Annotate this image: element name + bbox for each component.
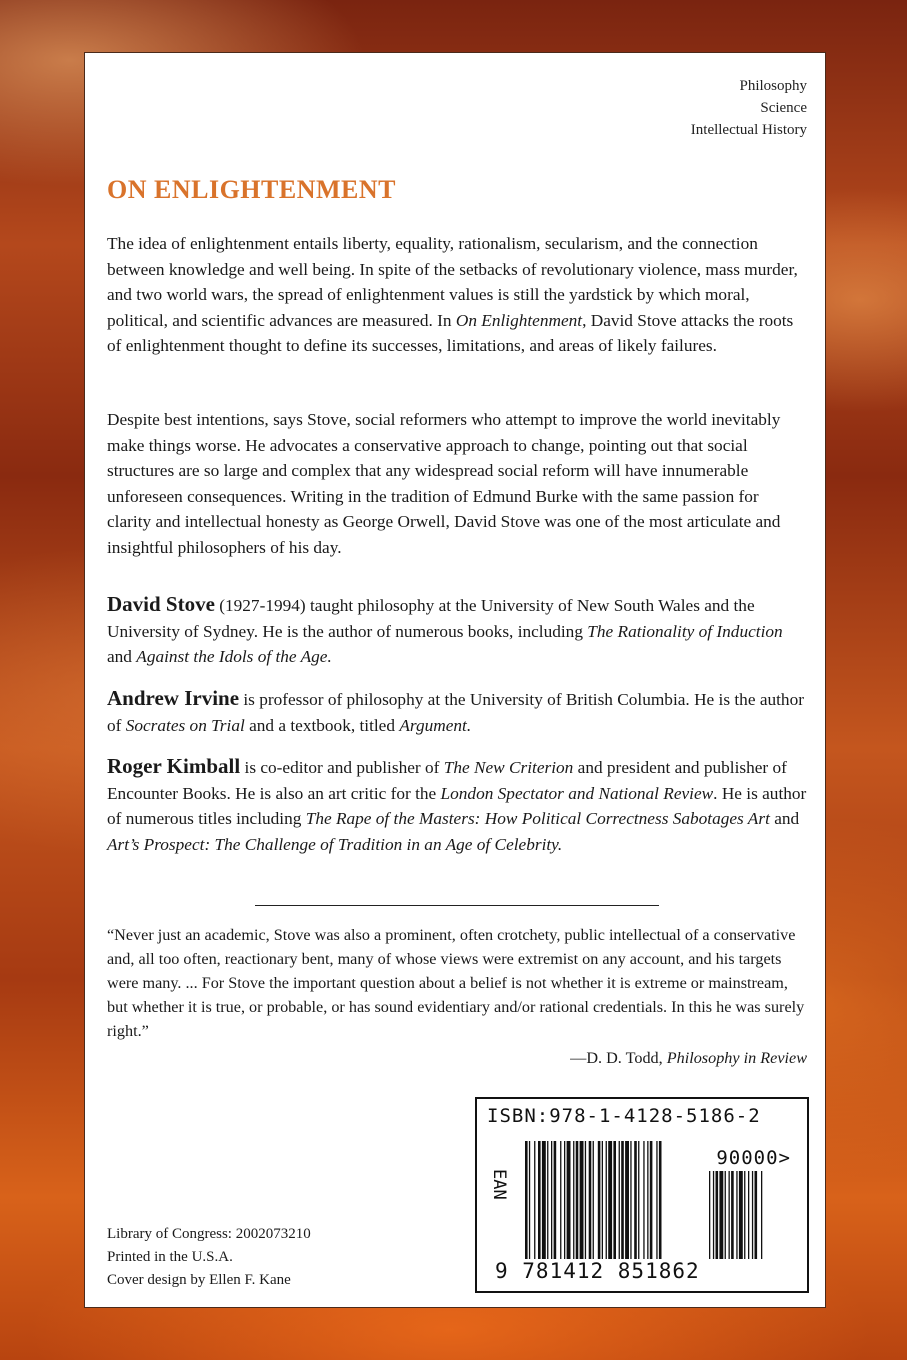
category-science: Science [760, 100, 807, 116]
divider-rule [255, 905, 659, 906]
attribution-author: —D. D. Todd, [570, 1049, 667, 1067]
addon-stripe [748, 1171, 749, 1259]
barcode-stripe [551, 1141, 552, 1259]
barcode-stripe [585, 1141, 586, 1259]
book-title: ON ENLIGHTENMENT [107, 175, 396, 204]
colophon [107, 1223, 311, 1292]
barcode-stripe [542, 1141, 546, 1259]
barcode-stripe [589, 1141, 592, 1259]
addon-stripe [719, 1171, 723, 1259]
ean-label: EAN [489, 1169, 509, 1200]
barcode-stripe [659, 1141, 662, 1259]
barcode-stripe [538, 1141, 541, 1259]
bio-irvine-book-2: Argument. [399, 715, 472, 735]
description-paragraph-1 [107, 231, 807, 359]
bio-irvine-book-1: Socrates on Trial [125, 715, 245, 735]
bio-stove-text-a: (1927-1994) taught philosophy at the University of New South Wales and the University of Sydney. He is the author of numerous books, including [107, 596, 755, 641]
category-intellectual-history: Intellectual History [690, 122, 807, 138]
price-addon-text: 90000> [716, 1147, 791, 1169]
bio-name-irvine: Andrew Irvine [107, 686, 240, 710]
description-paragraph-2: Despite best intentions, says Stove, social reformers who attempt to improve the world inevitably make things worse. He advocates a conservative approach to change, pointing out that social structures are so large and complex that any widespread social reform will have innumerable unforeseen consequences. Writing in the tradition of Edmund Burke with the same passion for clarity and intellectual honesty as George Orwell, David Stove was one of the most articulate and insightful philosophers of his day. [107, 410, 781, 557]
ean-digits: 9 781412 851862 [495, 1259, 700, 1283]
barcode-stripe [529, 1141, 530, 1259]
bio-stove-text-b: and [107, 647, 137, 666]
p1-text-b: , David Stove attacks the roots of enlightenment thought to define its successes, limitations, and areas of likely failures. [107, 310, 794, 355]
barcode-stripe [619, 1141, 620, 1259]
bio-name-stove: David Stove [107, 592, 215, 616]
attribution-source: Philosophy in Review [666, 1049, 807, 1067]
bio-kimball-book-1: The New Criterion [443, 758, 574, 777]
barcode-stripe [630, 1141, 631, 1259]
bio-stove-book-2: Against the Idols of the Age. [136, 647, 332, 666]
barcode-stripe [638, 1141, 639, 1259]
addon-stripe [729, 1171, 730, 1259]
barcode-stripe [580, 1141, 584, 1259]
barcode-stripe [606, 1141, 607, 1259]
addon-stripe [725, 1171, 726, 1259]
bio-david-stove [107, 592, 807, 670]
barcode-stripe [613, 1141, 616, 1259]
bio-kimball-book-4: Art’s Prospect: The Challenge of Tradition in an Age of Celebrity. [107, 834, 563, 854]
barcode-stripe [525, 1141, 528, 1259]
barcode-stripe [576, 1141, 579, 1259]
bio-kimball-text-b: and president and publisher of Encounter Books. He is also an art critic for the [107, 758, 787, 803]
addon-stripe [709, 1171, 710, 1259]
addon-stripe [752, 1171, 753, 1259]
addon-stripe [744, 1171, 745, 1259]
barcode-box [475, 1097, 809, 1293]
bio-roger-kimball [107, 754, 807, 857]
printed-in: Printed in the U.S.A. [107, 1249, 233, 1265]
barcode-stripe [650, 1141, 653, 1259]
p1-text-a: The idea of enlightenment entails liberty, equality, rationalism, secularism, and the connection between knowledge and well being. In spite of the setbacks of revolutionary violence, mass murder, and two world wars, the spread of enlightenment values is still the yardstick by which moral, political, and scientific advances are measured. In [107, 234, 798, 330]
barcode-stripe [593, 1141, 594, 1259]
barcode-stripe [564, 1141, 565, 1259]
barcode-stripe [621, 1141, 624, 1259]
addon-stripe [755, 1171, 758, 1259]
bio-stove-book-1: The Rationality of Induction [587, 621, 783, 641]
p1-book-title: On Enlightenment [455, 310, 583, 330]
barcode-stripe [567, 1141, 571, 1259]
cover-design-credit: Cover design by Ellen F. Kane [107, 1272, 291, 1288]
addon-stripe [716, 1171, 719, 1259]
back-cover-panel [84, 52, 826, 1308]
barcode-stripe [554, 1141, 557, 1259]
barcode-stripe [573, 1141, 574, 1259]
barcode-stripe [656, 1141, 657, 1259]
bio-name-kimball: Roger Kimball [107, 754, 241, 778]
addon-stripe [761, 1171, 762, 1259]
addon-stripe [731, 1171, 734, 1259]
addon-stripe [736, 1171, 737, 1259]
bio-irvine-text-a: is professor of philosophy at the University of British Columbia. He is the author of [107, 690, 804, 735]
isbn-text: ISBN:978-1-4128-5186-2 [487, 1105, 761, 1127]
barcode-stripe [598, 1141, 601, 1259]
bio-kimball-text-a: is co-editor and publisher of [240, 758, 444, 777]
barcode-stripe [547, 1141, 548, 1259]
barcode-stripe [608, 1141, 612, 1259]
addon-stripe [739, 1171, 743, 1259]
barcode-stripe [634, 1141, 637, 1259]
bio-irvine-text-b: and a textbook, titled [244, 715, 400, 735]
barcode-stripe [602, 1141, 603, 1259]
barcode-stripe [560, 1141, 561, 1259]
review-quote: “Never just an academic, Stove was also a prominent, often crotchety, public intellectual of a conservative and, all too often, reactionary bent, many of whose views were extremist on any account, and his targets were many. ... For Stove the important question about a belief is not whether it is extreme or mainstream, but whether it is true, or probable, or has sound evidentiary and/or rational credentials. In this he was surely right.” [107, 926, 805, 1040]
subject-categories [691, 75, 807, 141]
barcode-stripe [625, 1141, 629, 1259]
library-of-congress: Library of Congress: 2002073210 [107, 1226, 311, 1242]
bio-kimball-book-3: The Rape of the Masters: How Political Correctness Sabotages Art [305, 809, 770, 828]
barcode-stripe [647, 1141, 648, 1259]
bio-andrew-irvine [107, 686, 807, 738]
category-philosophy: Philosophy [739, 78, 807, 94]
addon-stripe [713, 1171, 714, 1259]
bio-kimball-text-c: . He is author of numerous titles including [107, 783, 807, 828]
barcode-stripe [534, 1141, 535, 1259]
bio-kimball-book-2: London Spectator and National Review [440, 783, 714, 803]
barcode-stripe [643, 1141, 644, 1259]
bio-kimball-text-d: and [769, 809, 800, 828]
quote-attribution [570, 1049, 807, 1068]
barcode-bars [525, 1141, 775, 1259]
